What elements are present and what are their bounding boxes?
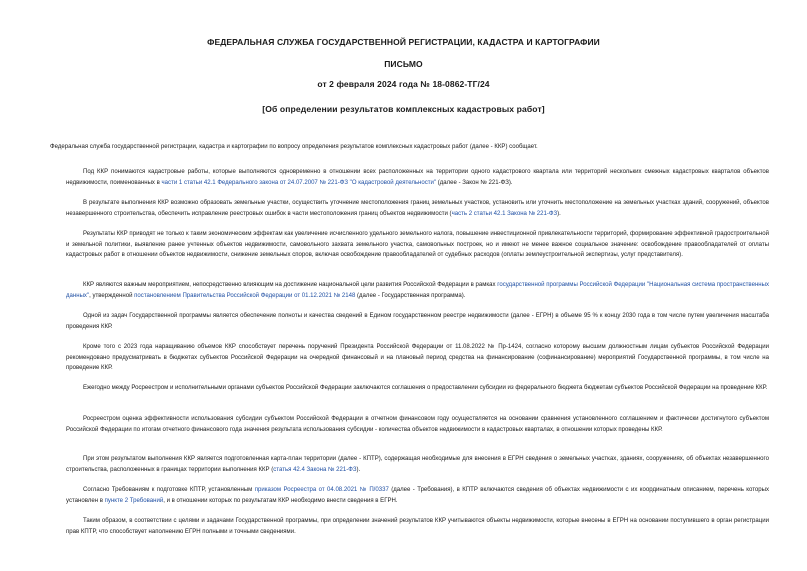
paragraph-subsidy-evaluation <box>66 414 769 435</box>
paragraph-text: Кроме того с 2023 года наращиванию объемов ККР способствует перечень поручений Президента Российской Федерации от 11.08.2022 № Пр-1424, согласно которому высшим должностным лицам субъектов Российской Федерации рекомендовано предусматривать в бюджетах субъектов Российской Федерации на очередной финансовый и на плановый период средства на финансирование (софинансирование) мероприятий Государственной программы, в том числе на проведение ККР. <box>66 344 769 372</box>
law-link[interactable]: части 1 статьи 42.1 Федерального закона от 24.07.2007 № 221-ФЗ "О кадастровой деятельности" <box>161 179 437 186</box>
order-link[interactable]: приказом Росреестра от 04.08.2021 № П/0337 <box>254 487 389 493</box>
paragraph-text: При этом результатом выполнения ККР является подготовленная карта-план территории (далее - КПТР), содержащая необходимые для внесения в ЕГРН сведения о земельных участках, зданиях, сооружениях, об объектах незавершенного строительства, расположенных в границах территории выполнения ККР ( <box>66 456 769 473</box>
paragraph-program-goal <box>66 311 769 332</box>
paragraph-text: Росреестром оценка эффективности использования субсидии субъектом Российской Федерации в отчетном финансовом году осуществляется на основании сравнения установленного соглашением и фактически достигнутого субъектом Российской Федерации по итогам отчетного финансового года значения результата использования субсидии - количества объектов недвижимости в кадастровых кварталах, в отношении которых проведены ККР. <box>66 416 769 433</box>
program-link[interactable]: государственной программы Российской Федерации "Национальная система пространственных данных" <box>66 282 769 299</box>
paragraph-subsidy-agreements <box>66 383 769 394</box>
paragraph-kkr-results <box>66 198 769 219</box>
paragraph-text: Одной из задач Государственной программы является обеспечение полноты и качества сведений в Едином государственном реестре недвижимости (далее - ЕГРН) в объеме 95 % к концу 2030 года в том числе путем увеличения масштаба проведения ККР. <box>66 313 769 330</box>
paragraph-text: Под ККР понимаются кадастровые работы, которые выполняются одновременно в отношении всех расположенных на территории одного кадастрового квартала или территорий нескольких смежных кадастровых кварталов объектов недвижимости, поименованных в <box>66 169 769 186</box>
paragraph-text: (далее - Закон № 221-ФЗ). <box>436 179 513 186</box>
document-date: от 2 февраля 2024 года № 18-0862-ТГ/24 <box>317 79 490 89</box>
paragraph-kkr-program <box>66 280 769 301</box>
paragraph-text: Согласно Требованиям к подготовке КПТР, установленным <box>83 487 255 493</box>
organization-heading: ФЕДЕРАЛЬНАЯ СЛУЖБА ГОСУДАРСТВЕННОЙ РЕГИСТРАЦИИ, КАДАСТРА И КАРТОГРАФИИ <box>207 37 600 47</box>
paragraph-text: , утвержденной <box>89 292 135 299</box>
paragraph-text: ). <box>557 210 561 217</box>
document-type: ПИСЬМО <box>384 59 423 69</box>
paragraph-kkr-definition <box>66 167 769 188</box>
paragraph-kkr-effects <box>66 229 769 261</box>
paragraph-text: (далее - Требования), в КПТР включаются сведения об объектах недвижимости с их координатным описанием, перечень которых установлен в <box>66 487 769 504</box>
paragraph-text: Результаты ККР приводят не только к таким экономическим эффектам как увеличение исчисленного удельного земельного налога, повышение инвестиционной привлекательности территорий, формирование эффективной градостроительной и земельной политики, выявление ранее учтенных объектов недвижимости, самовольного захвата земельного участка, самовольных построек, но и имеют не менее важное социальное значение: освобождение правообладателей от оплаты кадастровых работ в отношении объектов недвижимости, снижение земельных споров, включая освобождение правообладателей от судебных расходов (оплаты землеустроительной экспертизы, услуг представителя). <box>66 231 769 259</box>
resolution-link[interactable]: постановлением Правительства Российской Федерации от 01.12.2021 № 2148 <box>134 292 356 299</box>
paragraph-intro <box>40 142 769 153</box>
paragraph-text: Таким образом, в соответствии с целями и задачами Государственной программы, при определении значений результатов ККР учитываются объекты недвижимости, которые внесены в ЕГРН на основании поступившего в орган регистрации прав КПТР, что способствует наполнению ЕГРН полными и точными сведениями. <box>66 518 769 535</box>
paragraph-president-order <box>66 342 769 374</box>
paragraph-text: , и в отношении которых по результатам ККР необходимо внести сведения в ЕГРН. <box>163 497 398 504</box>
paragraph-text: Ежегодно между Росреестром и исполнительными органами субъектов Российской Федерации заключаются соглашения о предоставлении субсидии из федерального бюджета бюджетам субъектов Российской Федерации на проведение ККР. <box>83 385 768 391</box>
paragraph-text: ). <box>356 466 361 473</box>
paragraph-text: В результате выполнения ККР возможно образовать земельные участки, осуществить уточнение местоположения границ земельных участков, установить или уточнить местоположение на земельных участках зданий, сооружений, объектов незавершенного строительства, обеспечить исправление реестровых ошибок в части местоположения границ объектов недвижимости ( <box>66 200 769 217</box>
paragraph-text: ККР являются важным мероприятием, непосредственно влияющим на достижение национальной цели развития Российской Федерации в рамках <box>83 282 498 288</box>
paragraph-text: (далее - Государственная программа). <box>355 292 466 299</box>
paragraph-text: Федеральная служба государственной регистрации, кадастра и картографии по вопросу определения результатов комплексных кадастровых работ (далее - ККР) сообщает. <box>50 144 538 150</box>
law-link[interactable]: статья 42.4 Закона № 221-ФЗ <box>273 466 357 473</box>
document-subject: [Об определении результатов комплексных кадастровых работ] <box>262 104 545 114</box>
paragraph-conclusion <box>66 516 769 537</box>
requirements-link[interactable]: пункте 2 Требований <box>104 497 164 504</box>
paragraph-kptr-requirements <box>66 485 769 506</box>
paragraph-kptr-result <box>66 454 769 475</box>
law-link[interactable]: часть 2 статьи 42.1 Закона № 221-ФЗ <box>451 210 558 217</box>
